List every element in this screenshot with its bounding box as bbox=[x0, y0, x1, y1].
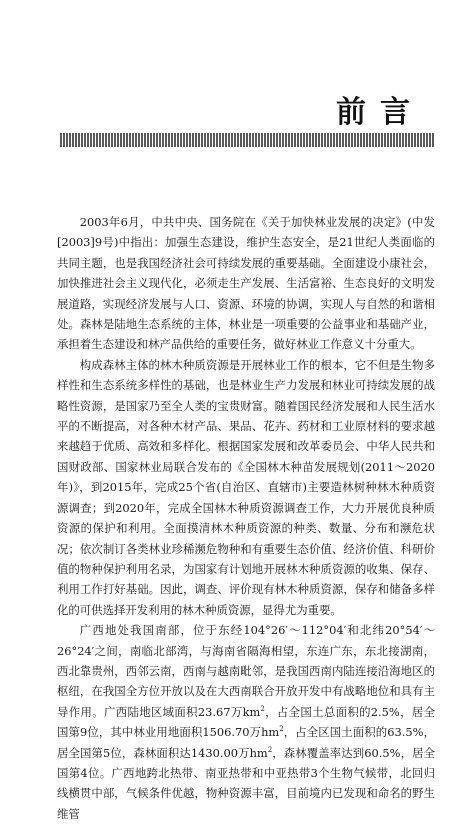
superscript-2: 2 bbox=[260, 704, 265, 713]
superscript-2: 2 bbox=[279, 725, 284, 734]
body-text bbox=[57, 212, 435, 824]
paragraph-3-part-4: ，森林覆盖率达到60.5%，居全国第4位。广西地跨北热带、南亚热带和中亚热带3个生物气候带，北回归线横贯中部，气候条件优越，物种资源丰富，目前境内已发现和命名的野生维管 bbox=[57, 745, 435, 821]
paragraph-2: 构成森林主体的林木种质资源是开展林业工作的根本，它不但是生物多样性和生态系统多样性的基础，也是林业生产力发展和林业可持续发展的战略性资源，是国家乃至全人类的宝贵财富。随着国民经济发展和人民生活水平的不断提高，对各种木材产品、果品、花卉、药材和工业原材料的要求越来越趋于优质、高效和多样化。根据国家发展和改革委员会、中华人民共和国财政部、国家林业局联合发布的《全国林木种苗发展规划(2011～2020年)》，到2015年，完成25个省(自治区、直辖市)主要造林树种林木种质资源调查；到2020年，完成全国林木种质资源调查工作，大力开展优良种质资源的保护和利用。全面摸清林木种质资源的种类、数量、分布和濒危状况；依次制订各类林业珍稀濒危物种和有重要生态价值、经济价值、科研价值的物种保护利用名录，为国家有计划地开展林木种质资源的收集、保存、利用工作打好基础。因此，调查、评价现有林木种质资源，保存和储备多样化的可供选择开发利用的林木种质资源，显得尤为重要。 bbox=[57, 357, 435, 617]
paragraph-1: 2003年6月，中共中央、国务院在《关于加快林业发展的决定》(中发[2003]9号)中指出：加强生态建设，维护生态安全，是21世纪人类面临的共同主题，也是我国经济社会可持续发展的重要基础。全面建设小康社会，加快推进社会主义现代化，必须走生产发展、生活富裕、生态良好的文明发展道路，实现经济发展与人口、资源、环境的协调，实现人与自然的和谐相处。森林是陆地生态系统的主体，林业是一项重要的公益事业和基础产业，承担着生态建设和林产品供给的重要任务，做好林业工作意义十分重大。 bbox=[57, 215, 435, 352]
paragraph-3 bbox=[57, 620, 435, 824]
paragraph-3-part-2: ，占全国土总面积的2.5%，居全国第9位，其中林业用地面积1506.70万hm bbox=[57, 704, 435, 740]
paragraph-3-part-1: 广西地处我国南部，位于东经104°26′～112°04′和北纬20°54′～26°24′之间，南临北部湾，与海南省隔海相望，东连广东，东北接湖南，西北靠贵州，西邻云南，西南与越南毗邻，是我国西南内陆连接沿海地区的枢纽，在我国全方位开放以及在大西南联合开放开发中有战略地位和具有主导作用。广西陆地区域面积23.67万km bbox=[57, 623, 435, 719]
title-area bbox=[294, 95, 424, 131]
decorative-rule bbox=[59, 133, 434, 147]
paragraph-3-part-3: ，占全区国土面积的63.5%，居全国第5位，森林面积达1430.00万hm bbox=[57, 725, 435, 760]
superscript-2: 2 bbox=[267, 745, 273, 754]
page-title: 前言 bbox=[336, 95, 424, 130]
